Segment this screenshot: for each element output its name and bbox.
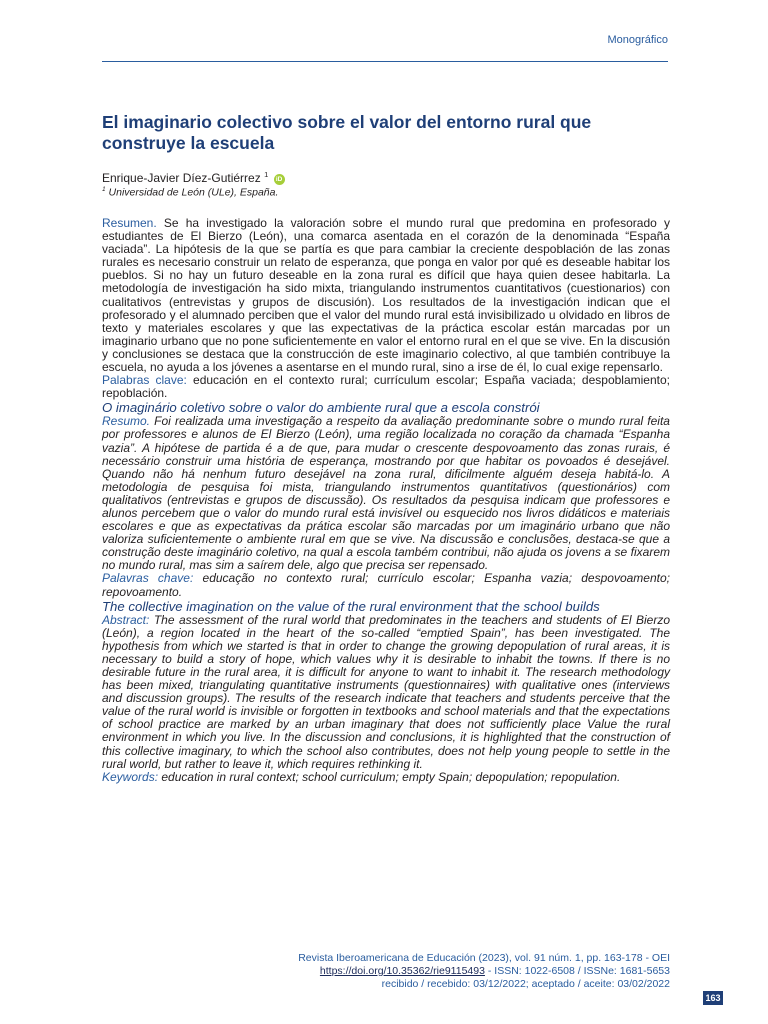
article-title: El imaginario colectivo sobre el valor del entorno rural que construye la escuela: [102, 112, 592, 153]
abstract-en-label: Abstract:: [102, 612, 150, 627]
abstract-en-text: The assessment of the rural world that predominates in the teachers and students of El Bierzo (León), a region located in the heart of the so-called “emptied Spain”, has been investigated. The hypothesis from which we started is that in order to change the growing depopulation of rural areas, it is necessary to build a story of hope, which values why it is desirable to inhabit the towns. If there is no desirable future in the rural area, it is difficult for anyone to want to inhabit it. The research methodology has been mixed, triangulating quantitative instruments (questionnaires) with qualitative ones (interviews and discussion groups). The results of the research indicate that teachers and students perceive that the value of the rural world is invisible or forgotten in textbooks and school materials and that the expectations of school practice are marked by an urban imaginary that does not sufficiently place Value the rural environment in which you live. In the discussion and conclusions, it is highlighted that the construction of this collective imaginary, to which the school also contributes, does not help young people to settle in the rural world, but rather to leave it, which requires rethinking it.: [102, 612, 670, 771]
keywords-pt: [102, 572, 670, 598]
keywords-en: [102, 771, 670, 784]
affiliation: [102, 186, 278, 199]
abstract-en-title: The collective imagination on the value of the rural environment that the school builds: [102, 598, 600, 614]
abstract-pt-text: Foi realizada uma investigação a respeito da avaliação predominante sobre o mundo rural feita por professores e alunos de El Bierzo (León), uma região localizada no coração da chamada “Espanha vazia”. A hipótese de partida é a de que, para mudar o crescente despovoamento das zonas rurais, é necessário construir uma história de esperança, mostrando por que habitar os povoados é desejável. Quando não há nenhum futuro desejável na zona rural, dificilmente alguém deseja habitá-lo. A metodologia de pesquisa foi mista, triangulando instrumentos quantitativos (questionários) com qualitativos (entrevistas e grupos de discussão). Os resultados da pesquisa indicam que professores e alunos percebem que o valor do mundo rural está invisível ou esquecido nos livros didáticos e materiais escolares e que as expectativas da prática escolar são marcadas por um imaginário urbano que não valoriza suficientemente o ambiente rural em que se vive. Na discussão e conclusões, destaca-se que a construção deste imaginário coletivo, na qual a escola também contribui, não ajuda os jovens a se fixarem no mundo rural, mas sim a saírem dele, algo que precisa ser repensado.: [102, 414, 670, 573]
issn-text: - ISSN: 1022-6508 / ISSNe: 1681-5653: [484, 965, 670, 977]
header-divider: [102, 61, 668, 62]
abstract-es-label: Resumen.: [102, 216, 157, 230]
author-name: Enrique-Javier Díez-Gutiérrez: [102, 171, 261, 185]
keywords-pt-text: educação no contexto rural; currículo escolar; Espanha vazia; despovoamento; repovoamento.: [102, 571, 670, 599]
abstracts-block: [102, 217, 670, 784]
section-label: Monográfico: [607, 34, 668, 46]
keywords-en-text: education in rural context; school curriculum; empty Spain; depopulation; repopulation.: [161, 769, 621, 784]
abstract-es-text: Se ha investigado la valoración sobre el mundo rural que predomina en profesorado y estudiantes de El Bierzo (León), una comarca asentada en el corazón de la denominada “España vaciada”. La hipótesis de la que se partía es que para cambiar la creciente despoblación de las zonas rurales es necesario construir un relato de esperanza, que ponga en valor por qué es deseable habitar los pueblos. Si no hay un futuro deseable en la zona rural es difícil que haya quien desee habitarla. La metodología de investigación ha sido mixta, triangulando instrumentos cuantitativos (cuestionarios) con cualitativos (entrevistas y grupos de discusión). Los resultados de la investigación indican que el profesorado y el alumnado perciben que el valor del mundo rural está invisibilizado u olvidado en libros de texto y materiales escolares y que las expectativas de la práctica escolar están marcadas por un imaginario urbano que no pone suficientemente en valor el entorno rural en el que se vive. En la discusión y conclusiones se destaca que la construcción de este imaginario colectivo, al que también contribuye la escuela, no ayuda a los jóvenes a asentarse en el mundo rural, sino a irse de él, lo cual exige repensarlo.: [102, 216, 670, 375]
submission-dates: recibido / recebido: 03/12/2022; aceptado / aceite: 03/02/2022: [381, 978, 670, 990]
affiliation-text: Universidad de León (ULe), España.: [108, 186, 279, 199]
keywords-pt-label: Palavras chave:: [102, 571, 194, 586]
author-affiliation-marker: 1: [264, 170, 269, 179]
author-line: [102, 170, 285, 185]
abstract-es: [102, 217, 670, 374]
affiliation-marker: 1: [102, 186, 106, 193]
page-number: 163: [703, 991, 723, 1005]
journal-footer: [298, 952, 670, 991]
abstract-pt: [102, 415, 670, 572]
keywords-es-text: educación en el contexto rural; currículum escolar; España vaciada; despoblamiento; repoblación.: [102, 373, 670, 401]
keywords-es-label: Palabras clave:: [102, 373, 187, 388]
doi-line: [298, 965, 670, 978]
journal-citation: Revista Iberoamericana de Educación (2023), vol. 91 núm. 1, pp. 163-178 - OEI: [298, 952, 670, 964]
doi-link[interactable]: https://doi.org/10.35362/rie9115493: [319, 965, 485, 977]
keywords-en-label: Keywords:: [102, 769, 159, 784]
abstract-pt-label: Resumo.: [102, 414, 151, 429]
abstract-en: [102, 614, 670, 771]
abstract-pt-title: O imaginário coletivo sobre o valor do ambiente rural que a escola constrói: [102, 400, 540, 416]
orcid-icon[interactable]: iD: [274, 174, 285, 185]
keywords-es: [102, 374, 670, 400]
